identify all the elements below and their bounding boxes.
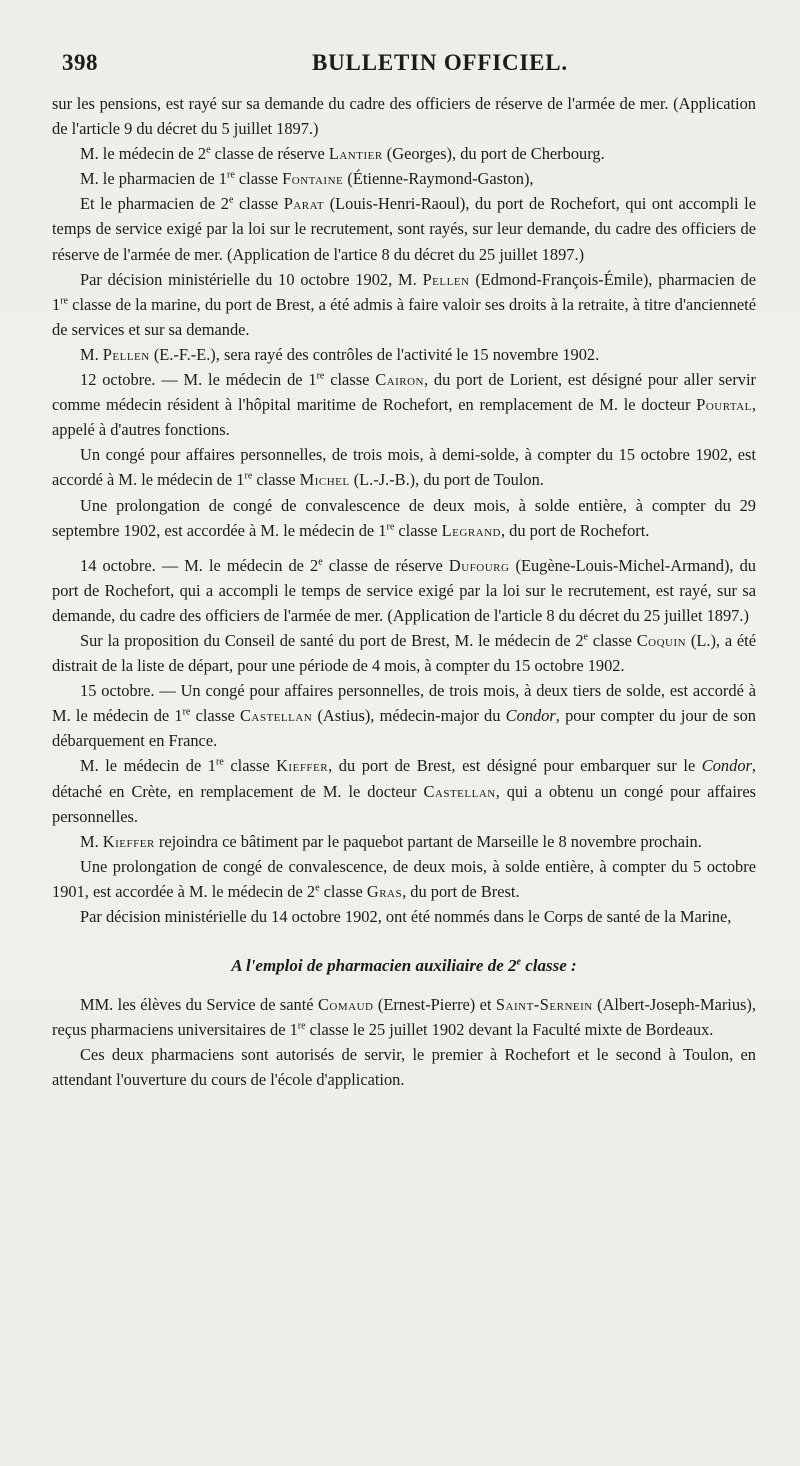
text-run: classe [252,470,300,490]
person-name: Kieffer [102,831,155,851]
text-run: Par décision ministérielle du 10 octobre 1902, M. [80,269,423,289]
body-text [52,91,756,1093]
paragraph [52,904,756,929]
ordinal-suffix: re [244,470,253,482]
person-name: Pourtal [696,395,752,415]
person-name: Lantier [328,144,383,164]
person-name: Comaud [317,995,374,1015]
text-run: Un congé pour affaires personnelles, de trois mois, à demi-solde, à compter du 15 octobre 1902, est accordé à M. le médecin de 1 [52,445,756,490]
text-run: classe [324,370,376,390]
text-run: , pour compter du jour de son débarquement en France. [52,706,756,751]
text-run: Par décision ministérielle du 14 octobre 1902, ont été nommés dans le Corps de santé de la Marine, [80,907,732,926]
text-run: , du port de Brest, est désigné pour embarquer sur le [328,756,702,776]
ordinal-suffix: e [516,956,521,968]
text-run: classe [190,706,240,726]
person-name: Pellen [422,269,470,289]
text-run: Ces deux pharmaciens sont autorisés de servir, le premier à Rochefort et le second à Toulon, en attendant l'ouverture du cours de l'école d'application. [52,1045,756,1090]
paragraph [52,992,756,1042]
text-run: classe [587,630,637,650]
text-run: 15 octobre. — Un congé pour affaires personnelles, de trois mois, à deux tiers de solde, est accordé à M. le médecin de 1 [52,681,756,726]
text-run: classe [234,169,283,189]
ordinal-suffix: re [60,295,68,307]
text-run: (L.-J.-B.), du port de Toulon. [349,470,544,490]
text-run: classe [394,520,442,540]
text-run: (Albert-Joseph-Marius), reçus pharmaciens universitaires de 1 [52,995,756,1040]
text-run: (Eugène-Louis-Michel-Armand), du port de Rochefort, qui a accompli le temps de service exigé par la loi sur le recrutement, est rayé, sur sa demande, du cadre des officiers de l'armée de mer. (Application de l'article 8 du décret du 25 juillet 1897.) [52,555,756,625]
text-run: , détaché en Crète, en remplacement de M. le docteur [52,756,756,801]
text-run: classe de réserve [210,144,329,164]
text-run: (Étienne-Raymond-Gaston), [343,169,534,189]
text-run: Une prolongation de congé de convalescence de deux mois, à solde entière, à compter du 29 septembre 1902, est accordée à M. le médecin de 1 [52,495,756,540]
text-run: classe de la marine, du port de Brest, a été admis à faire valoir ses droits à la retraite, à titre d'ancienneté de services et sur sa demande. [52,294,756,339]
text-run: classe [233,194,284,214]
paragraph [52,166,756,191]
paragraph [52,267,756,342]
text-run: 12 octobre. — M. le médecin de 1 [80,370,317,390]
text-run: , du port de Rochefort. [500,520,650,540]
ordinal-suffix: e [228,194,234,206]
person-name: Dufourg [448,555,510,575]
text-run: (Georges), du port de Cherbourg. [382,144,605,164]
text-run: A l'emploi de pharmacien auxiliaire de 2 [231,956,517,976]
text-run: classe de réserve [322,555,449,575]
text-run: (Astius), médecin-major du [312,706,506,726]
ordinal-suffix: e [583,631,588,643]
text-run: Une prolongation de congé de convalescence, de deux mois, à solde entière, à compter du 5 octobre 1901, est accordée à M. le médecin de 2 [52,856,756,901]
paragraph [52,628,756,678]
ordinal-suffix: re [182,706,191,718]
text-run: M. le médecin de 1 [80,756,217,776]
paragraph [52,829,756,854]
text-run: (Edmond-François-Émile), pharmacien de 1 [52,269,756,314]
text-run: MM. les élèves du Service de santé [80,995,318,1015]
paragraph [52,753,756,828]
person-name: Kieffer [276,756,329,776]
text-run: classe [319,881,367,901]
ordinal-suffix: re [316,370,325,382]
text-run: M. [80,831,103,851]
paragraph [52,342,756,367]
person-name: Cairon [375,370,424,390]
person-name: Pellen [102,344,150,364]
ordinal-suffix: re [227,169,235,181]
text-run: (L.), a été distrait de la liste de départ, pour une période de 4 mois, à compter du 15 octobre 1902. [52,630,756,676]
text-run: M. le médecin de 2 [80,144,207,164]
ship-name: Condor [701,756,752,776]
text-run: 14 octobre. — M. le médecin de 2 [80,555,319,575]
page-header [62,50,762,84]
person-name: Fontaine [282,169,344,189]
text-run: rejoindra ce bâtiment par le paquebot partant de Marseille le 8 novembre prochain. [154,831,702,851]
text-run: , du port de Brest. [402,881,520,901]
person-name: Castellan [423,781,496,801]
paragraph [52,854,756,904]
ordinal-suffix: re [216,756,224,768]
page-number: 398 [62,50,98,75]
text-run: classe le 25 juillet 1902 devant la Faculté mixte de Bordeaux. [305,1020,714,1040]
section-heading [52,953,756,978]
ordinal-suffix: e [318,556,323,568]
text-run: , du port de Lorient, est désigné pour aller servir comme médecin résident à l'hôpital maritime de Rochefort, en remplacement de M. le docteur [52,370,756,415]
text-run: Sur la proposition du Conseil de santé du port de Brest, M. le médecin de 2 [80,630,584,650]
paragraph [52,1042,756,1092]
text-run: M. [80,344,103,364]
person-name: Saint-Sernein [495,995,593,1015]
text-run: , appelé à d'autres fonctions. [52,395,756,440]
text-run: classe [223,756,277,776]
ordinal-suffix: e [315,882,320,894]
ship-name: Condor [505,706,556,726]
person-name: Legrand [441,520,501,540]
paragraph [52,367,756,442]
text-run: Et le pharmacien de 2 [80,194,229,214]
ordinal-suffix: re [386,521,395,533]
person-name: Coquin [636,630,687,650]
person-name: Castellan [239,706,313,726]
paragraph [52,553,756,628]
paragraph [52,141,756,166]
text-run: , qui a obtenu un congé pour affaires personnelles. [52,781,756,826]
person-name: Gras [366,881,403,901]
person-name: Parat [283,194,325,214]
paragraph [52,442,756,492]
ordinal-suffix: re [297,1020,306,1032]
paragraph [52,91,756,141]
text-run: classe : [520,956,577,976]
ordinal-suffix: e [206,144,211,156]
text-run: sur les pensions, est rayé sur sa demande du cadre des officiers de réserve de l'armée de mer. (Application de l'article 9 du décret du 5 juillet 1897.) [52,94,756,139]
text-run: (Louis-Henri-Raoul), du port de Rochefort, qui ont accompli le temps de service exigé par la loi sur le recrutement, sont rayés, sur leur demande, du cadre des officiers de réserve de l'armée de mer. (Application de l'artice 8 du décret du 25 juillet 1897.) [52,194,756,264]
text-run: (E.-F.-E.), sera rayé des contrôles de l'activité le 15 novembre 1902. [149,344,600,364]
person-name: Michel [299,470,350,490]
text-run: (Ernest-Pierre) et [373,995,496,1015]
text-run: M. le pharmacien de 1 [80,169,228,189]
running-title: BULLETIN OFFICIEL. [312,50,568,75]
paragraph [52,678,756,753]
paragraph [52,191,756,266]
paragraph [52,493,756,543]
